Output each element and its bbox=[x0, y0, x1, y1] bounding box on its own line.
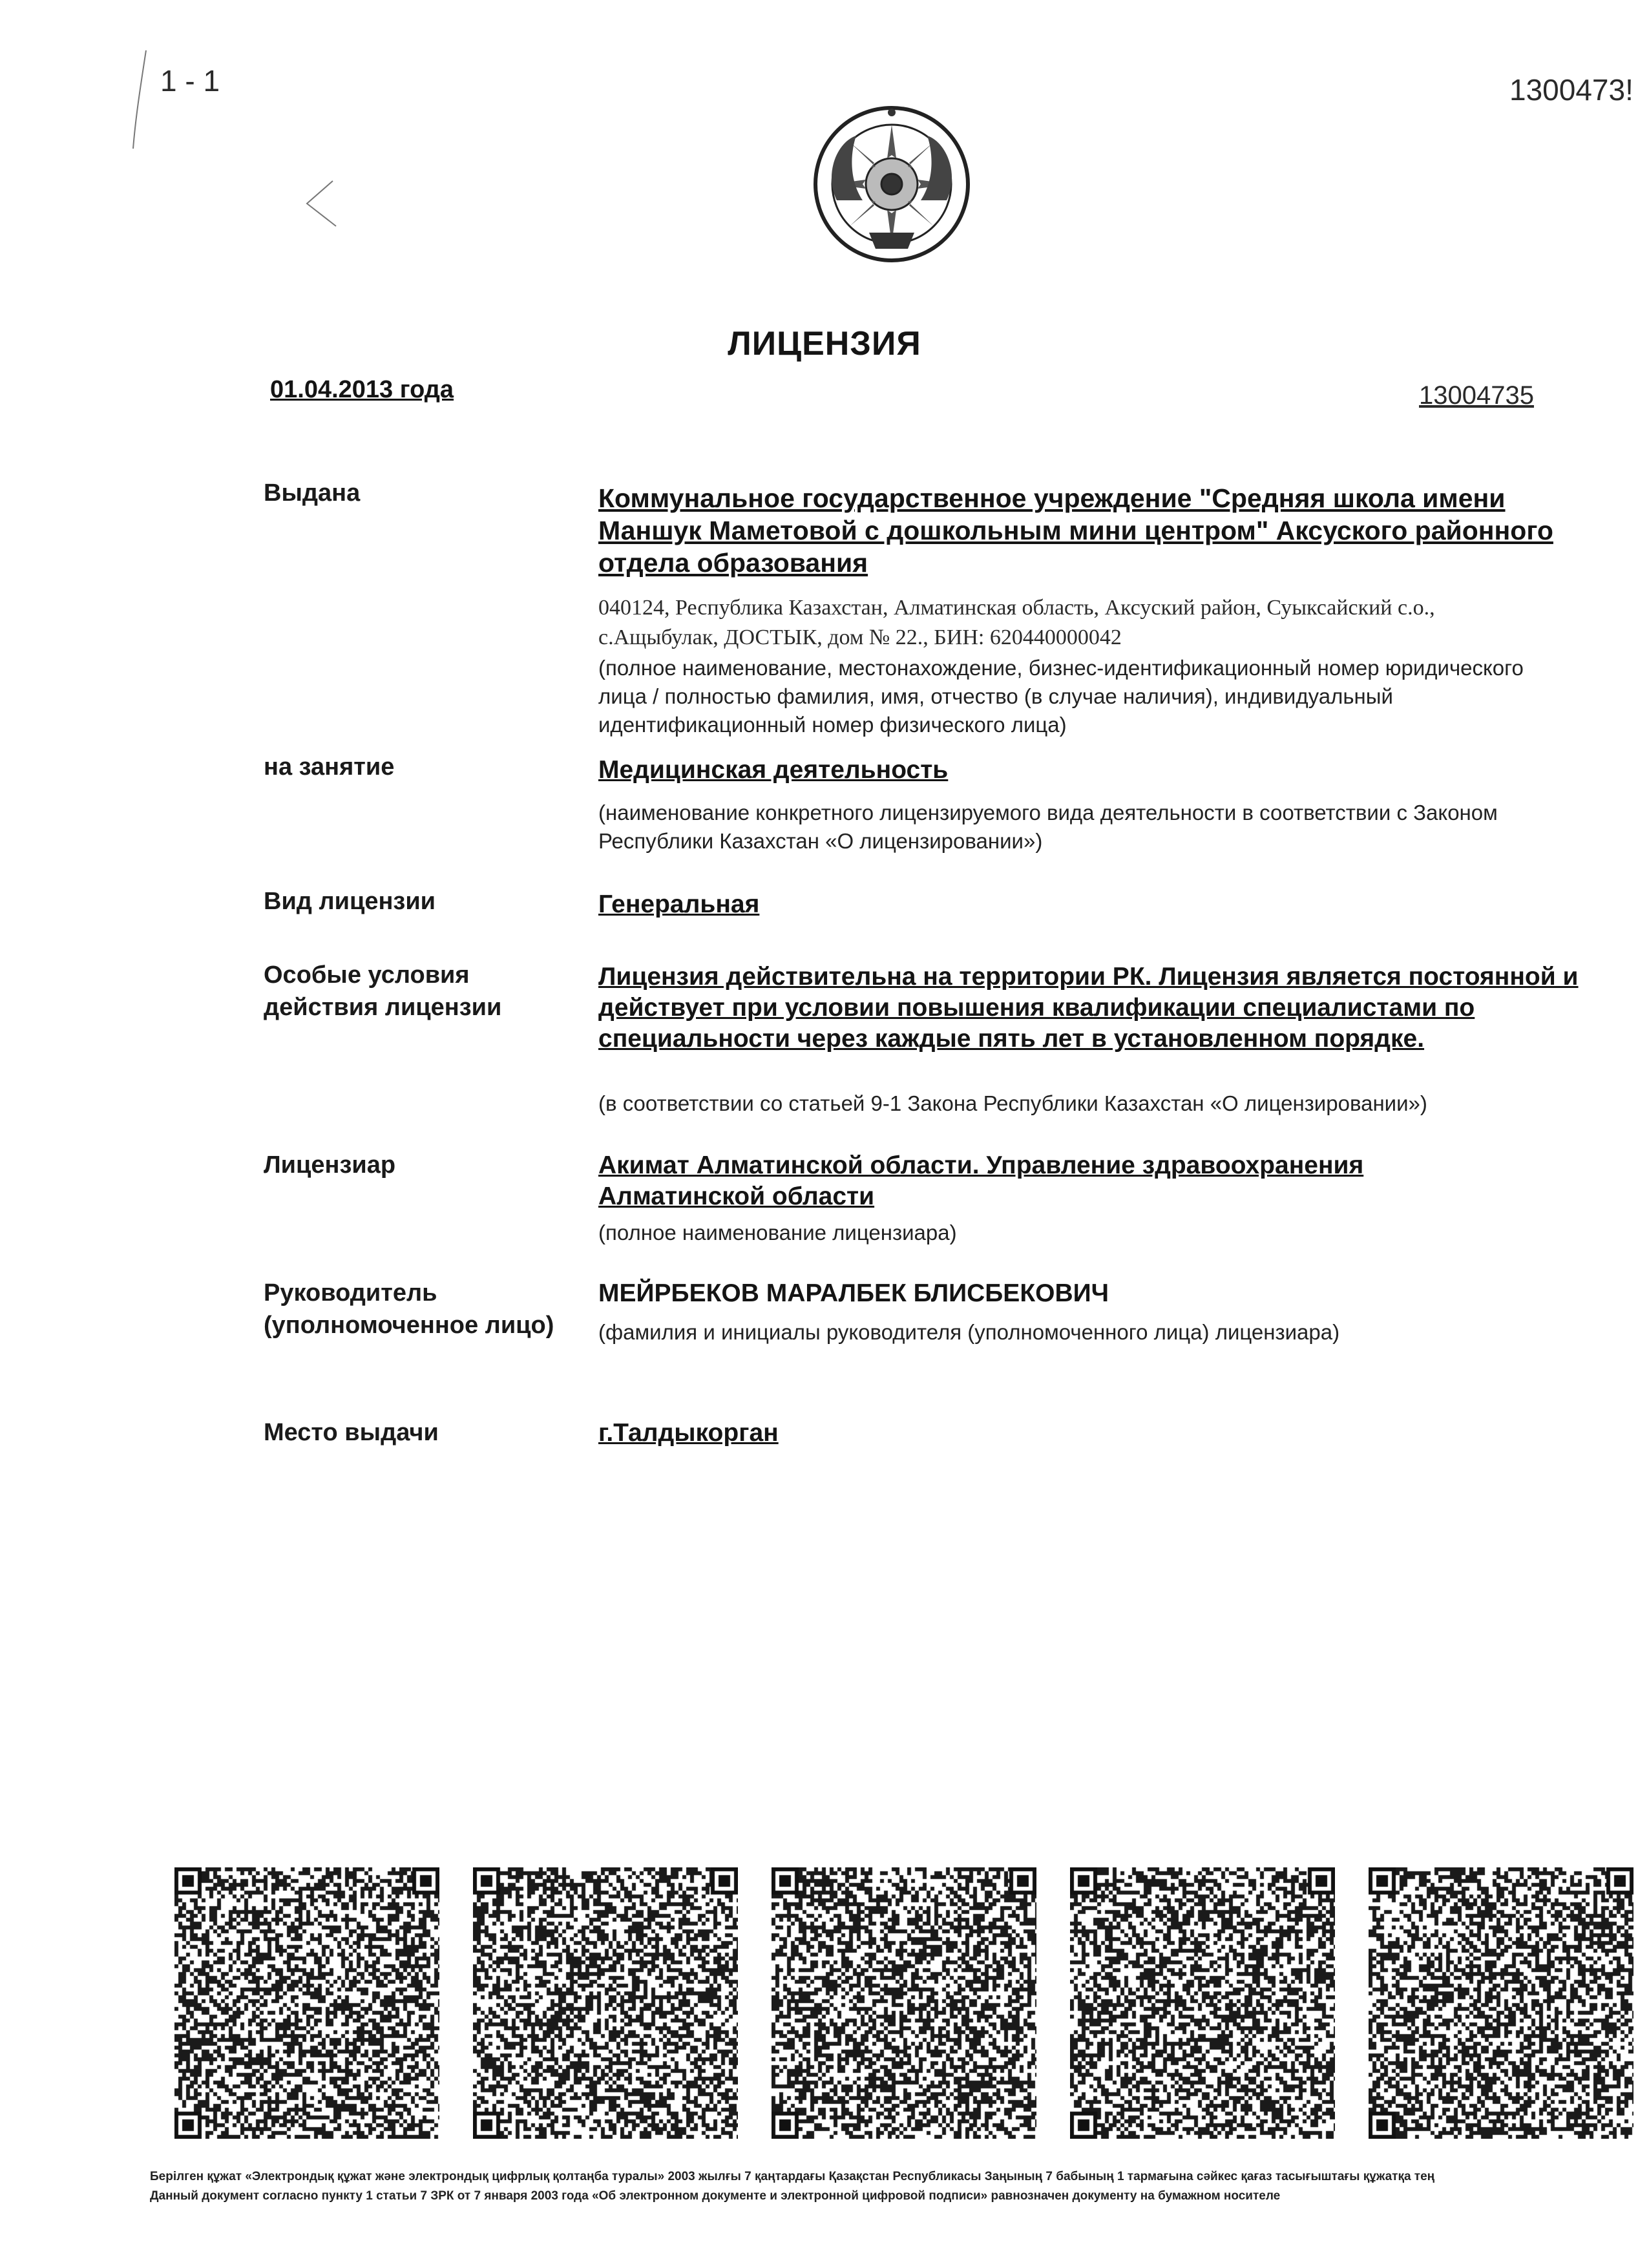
license-type-value: Генеральная bbox=[598, 890, 760, 918]
state-emblem-icon bbox=[811, 103, 972, 265]
issued-to-note: (полное наименование, местонахождение, бизнес-идентификационный номер юридического лица / полностью фамилия, имя, отчество (в случае наличия), индивидуальный идентификационный номер физического лица) bbox=[598, 656, 1524, 737]
special-conditions-note: (в соответствии со статьей 9-1 Закона Республики Казахстан «О лицензировании») bbox=[598, 1091, 1427, 1115]
license-number: 13004735 bbox=[1419, 381, 1534, 410]
issue-date: 01.04.2013 года bbox=[270, 376, 454, 403]
activity-label: на занятие bbox=[264, 753, 395, 781]
head-label-1: Руководитель bbox=[264, 1279, 437, 1307]
activity-note: (наименование конкретного лицензируемого вида деятельности в соответствии с Законом Республики Казахстан «О лицензировании») bbox=[598, 801, 1498, 853]
head-label-2: (уполномоченное лицо) bbox=[264, 1312, 554, 1339]
activity-value: Медицинская деятельность bbox=[598, 756, 949, 784]
footer-legal-russian: Данный документ согласно пункту 1 статьи 7 ЗРК от 7 января 2003 года «Об электронном документе и электронной цифровой подписи» равнозначен документу на бумажном носителе bbox=[150, 2189, 1281, 2203]
document-title: ЛИЦЕНЗИЯ bbox=[728, 325, 921, 362]
barcode-block-3 bbox=[772, 1867, 1036, 2139]
barcode-strip bbox=[174, 1867, 1641, 2139]
barcode-block-4 bbox=[1070, 1867, 1335, 2139]
special-conditions-label-1: Особые условия bbox=[264, 961, 470, 989]
barcode-block-5 bbox=[1369, 1867, 1633, 2139]
special-conditions-value: Лицензия действительна на территории РК. Лицензия является постоянной и действует при условии повышения квалификации специалистами по специальности через каждые пять лет в установленном порядке. bbox=[598, 963, 1579, 1053]
pen-tick-mark bbox=[297, 174, 342, 233]
licensor-label: Лицензиар bbox=[264, 1151, 396, 1179]
pen-stroke-mark bbox=[127, 45, 152, 155]
place-label: Место выдачи bbox=[264, 1419, 439, 1446]
issued-to-label: Выдана bbox=[264, 479, 361, 507]
issued-to-name: Коммунальное государственное учреждение "Средняя школа имени Маншук Маметовой с дошкольным мини центром" Аксуского районного отдела образования bbox=[598, 483, 1553, 578]
corner-license-number: 1300473! bbox=[1509, 73, 1633, 107]
licensor-note: (полное наименование лицензиара) bbox=[598, 1221, 957, 1244]
page-number: 1 - 1 bbox=[160, 64, 220, 98]
license-type-label: Вид лицензии bbox=[264, 888, 436, 915]
place-value: г.Талдыкорган bbox=[598, 1419, 779, 1447]
licensor-value: Акимат Алматинской области. Управление здравоохранения Алматинской области bbox=[598, 1151, 1364, 1210]
issued-to-address: 040124, Республика Казахстан, Алматинская область, Аксуский район, Суыксайский с.о., с.Ащыбулак, ДОСТЫК, дом № 22., БИН: 620440000042 bbox=[598, 596, 1435, 649]
barcode-block-2 bbox=[473, 1867, 738, 2139]
special-conditions-label-2: действия лицензии bbox=[264, 994, 502, 1021]
footer-legal-kazakh: Берілген құжат «Электрондық құжат және электрондық цифрлық қолтаңба туралы» 2003 жылғы 7 қаңтардағы Қазақстан Республикасы Заңының 7 бабының 1 тармағына сәйкес қағаз тасығыштағы құжатқа тең bbox=[150, 2170, 1435, 2183]
barcode-block-1 bbox=[174, 1867, 439, 2139]
head-name: МЕЙРБЕКОВ МАРАЛБЕК БЛИСБЕКОВИЧ bbox=[598, 1279, 1109, 1307]
head-note: (фамилия и инициалы руководителя (уполномоченного лица) лицензиара) bbox=[598, 1320, 1340, 1344]
